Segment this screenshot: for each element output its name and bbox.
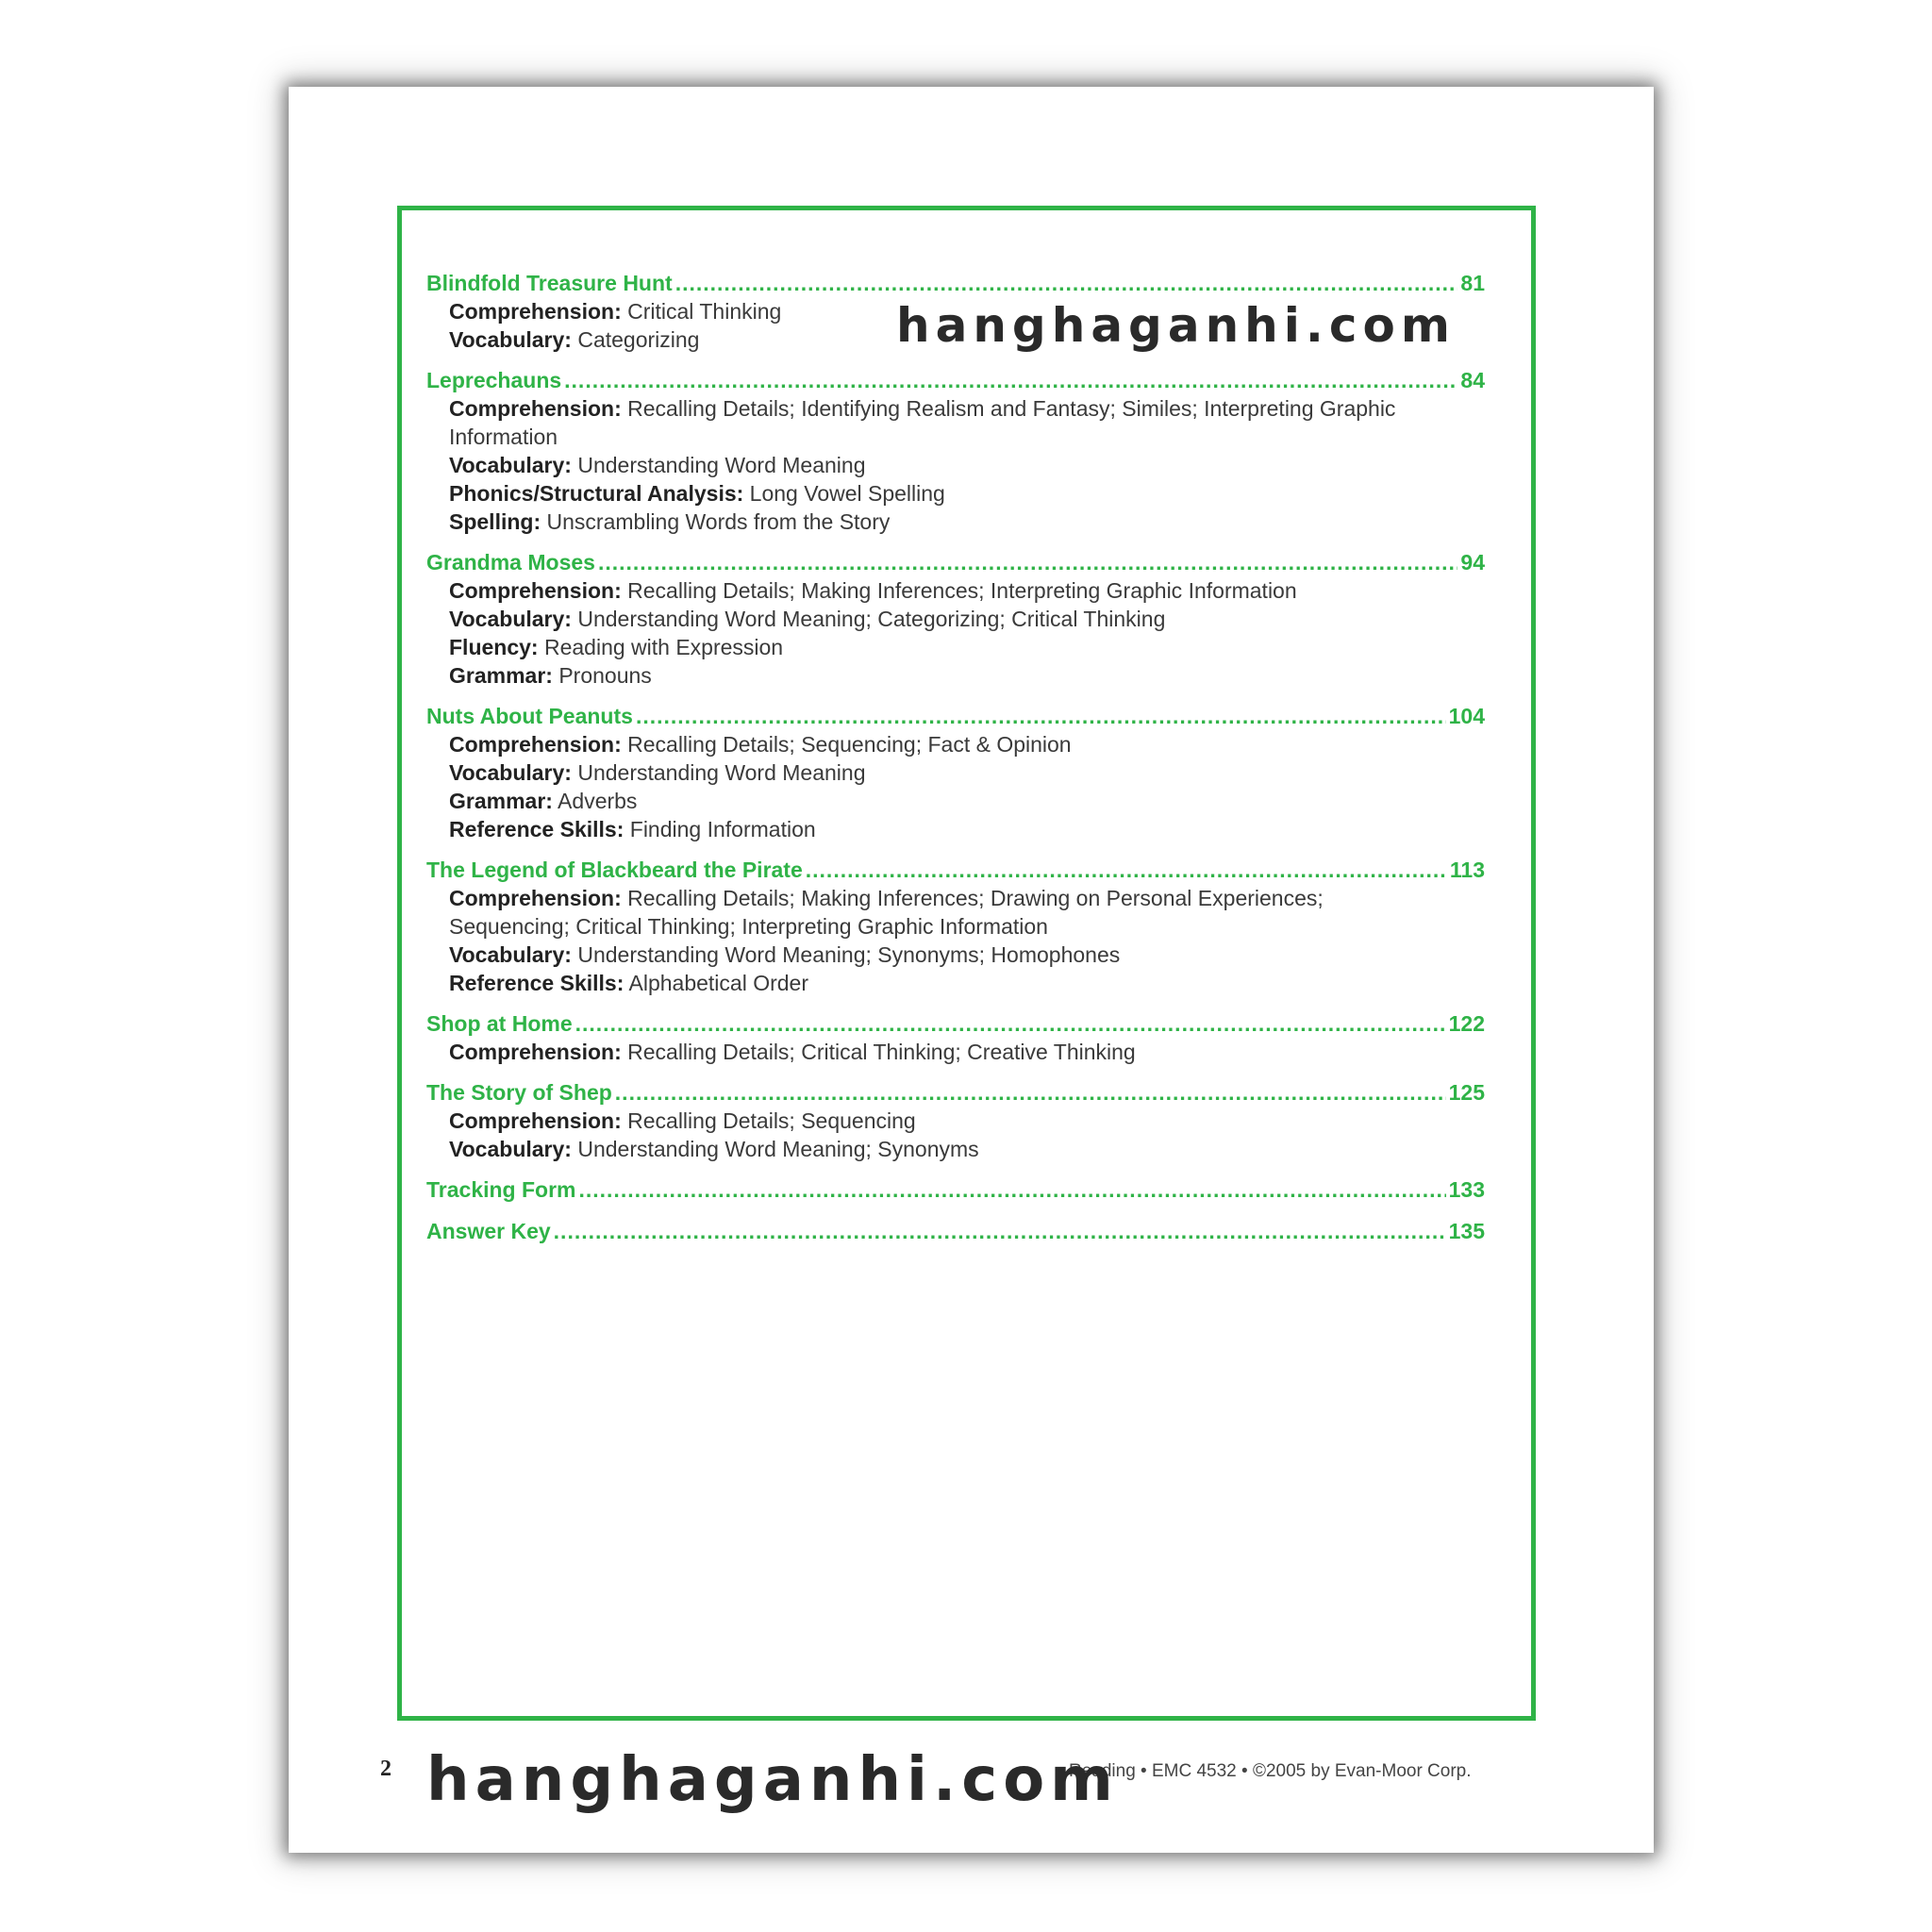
- skill-label: Vocabulary:: [449, 1137, 572, 1161]
- toc-entry-title: Tracking Form: [426, 1177, 576, 1202]
- toc-entry-page-number: 125: [1448, 1080, 1485, 1105]
- toc-entry-page-number: 133: [1448, 1177, 1485, 1202]
- skill-label: Spelling:: [449, 509, 541, 534]
- toc-entry-title-row: [426, 856, 1485, 884]
- skill-label: Vocabulary:: [449, 327, 572, 352]
- table-of-contents: [426, 269, 1485, 1258]
- skill-line: [426, 969, 1449, 997]
- skill-text: Understanding Word Meaning; Synonyms; Homophones: [571, 942, 1121, 967]
- skill-line: [426, 730, 1449, 758]
- dot-leader: [554, 1217, 1446, 1245]
- dot-leader: [806, 856, 1447, 884]
- skill-label: Grammar:: [449, 789, 553, 813]
- dot-leader: [578, 1175, 1445, 1204]
- dot-leader: [675, 269, 1458, 297]
- skill-line: [426, 508, 1449, 536]
- skill-label: Fluency:: [449, 635, 539, 659]
- skill-text: Understanding Word Meaning; Synonyms: [571, 1137, 979, 1161]
- skill-line: [426, 479, 1449, 508]
- skill-line: [426, 1038, 1449, 1066]
- skill-text: Recalling Details; Sequencing; Fact & Opinion: [621, 732, 1072, 757]
- skill-line: [426, 633, 1449, 661]
- skill-text: Recalling Details; Critical Thinking; Creative Thinking: [621, 1040, 1136, 1064]
- skill-line: [426, 815, 1449, 843]
- toc-entry-page-number: 122: [1448, 1011, 1485, 1036]
- skill-text: Adverbs: [552, 789, 638, 813]
- skill-label: Grammar:: [449, 663, 553, 688]
- toc-entry-title-row: [426, 548, 1485, 576]
- toc-entry-title: The Story of Shep: [426, 1080, 612, 1105]
- toc-entry-page-number: 84: [1460, 368, 1485, 392]
- skill-label: Reference Skills:: [449, 971, 625, 995]
- toc-entry-title-row: [426, 366, 1485, 394]
- toc-entry-title: Blindfold Treasure Hunt: [426, 271, 673, 295]
- skill-text: Recalling Details; Making Inferences; Drawing on Personal Experiences; Sequencing; Critical Thinking; Interpreting Graphic Information: [449, 886, 1324, 939]
- toc-entry-title-row: [426, 1009, 1485, 1038]
- skill-text: Understanding Word Meaning: [571, 760, 866, 785]
- skill-text: Finding Information: [624, 817, 816, 841]
- skill-label: Comprehension:: [449, 886, 622, 910]
- toc-entry-page-number: 94: [1460, 550, 1485, 575]
- skill-line: [426, 394, 1449, 451]
- skill-label: Comprehension:: [449, 732, 622, 757]
- skill-text: Long Vowel Spelling: [743, 481, 945, 506]
- skill-text: Pronouns: [552, 663, 652, 688]
- toc-entry-title: The Legend of Blackbeard the Pirate: [426, 858, 803, 882]
- watermark-bottom: hanghaganhi.com: [426, 1745, 1119, 1815]
- skill-label: Comprehension:: [449, 1108, 622, 1133]
- skill-label: Comprehension:: [449, 299, 622, 324]
- skill-label: Vocabulary:: [449, 607, 572, 631]
- toc-entry-page-number: 135: [1448, 1219, 1485, 1243]
- toc-entry: [426, 1078, 1485, 1163]
- skill-label: Comprehension:: [449, 578, 622, 603]
- toc-entry: [426, 856, 1485, 997]
- watermark-top: hanghaganhi.com: [896, 298, 1457, 353]
- skill-text: Alphabetical Order: [624, 971, 808, 995]
- toc-entry-page-number: 104: [1448, 704, 1485, 728]
- skill-text: Reading with Expression: [538, 635, 784, 659]
- toc-entry-title-row: [426, 1175, 1485, 1204]
- skill-line: [426, 1135, 1449, 1163]
- skill-label: Reference Skills:: [449, 817, 625, 841]
- skill-line: [426, 576, 1449, 605]
- footer-credit: Reading • EMC 4532 • ©2005 by Evan-Moor Corp.: [1069, 1761, 1472, 1781]
- skill-line: [426, 605, 1449, 633]
- toc-entry-title: Grandma Moses: [426, 550, 595, 575]
- skill-text: Understanding Word Meaning: [571, 453, 866, 477]
- skill-text: Unscrambling Words from the Story: [541, 509, 891, 534]
- toc-entry-title-row: [426, 1217, 1485, 1245]
- skill-line: [426, 884, 1449, 941]
- skill-line: [426, 787, 1449, 815]
- toc-entry: [426, 1175, 1485, 1204]
- toc-entry-title: Leprechauns: [426, 368, 562, 392]
- skill-text: Categorizing: [571, 327, 700, 352]
- skill-line: [426, 661, 1449, 690]
- skill-label: Vocabulary:: [449, 760, 572, 785]
- toc-entry-page-number: 81: [1460, 271, 1485, 295]
- toc-entry-title-row: [426, 1078, 1485, 1107]
- dot-leader: [636, 702, 1446, 730]
- skill-line: [426, 758, 1449, 787]
- toc-entry-title-row: [426, 269, 1485, 297]
- toc-entry: [426, 702, 1485, 843]
- skill-line: [426, 451, 1449, 479]
- toc-entry-title: Answer Key: [426, 1219, 551, 1243]
- skill-label: Comprehension:: [449, 1040, 622, 1064]
- toc-entry-title: Nuts About Peanuts: [426, 704, 633, 728]
- dot-leader: [615, 1078, 1446, 1107]
- skill-text: Understanding Word Meaning; Categorizing; Critical Thinking: [571, 607, 1166, 631]
- skill-text: Recalling Details; Identifying Realism and Fantasy; Similes; Interpreting Graphic Information: [449, 396, 1396, 449]
- toc-entry: [426, 1217, 1485, 1245]
- dot-leader: [598, 548, 1457, 576]
- skill-line: [426, 941, 1449, 969]
- skill-line: [426, 1107, 1449, 1135]
- skill-text: Critical Thinking: [621, 299, 782, 324]
- skill-text: Recalling Details; Sequencing: [621, 1108, 916, 1133]
- toc-entry-title-row: [426, 702, 1485, 730]
- skill-label: Vocabulary:: [449, 942, 572, 967]
- skill-label: Vocabulary:: [449, 453, 572, 477]
- toc-entry: [426, 548, 1485, 690]
- dot-leader: [575, 1009, 1446, 1038]
- toc-entry: [426, 1009, 1485, 1066]
- toc-entry-page-number: 113: [1449, 858, 1485, 882]
- toc-entry-title: Shop at Home: [426, 1011, 573, 1036]
- skill-label: Comprehension:: [449, 396, 622, 421]
- page-number: 2: [380, 1757, 391, 1781]
- skill-label: Phonics/Structural Analysis:: [449, 481, 744, 506]
- dot-leader: [564, 366, 1457, 394]
- skill-text: Recalling Details; Making Inferences; Interpreting Graphic Information: [621, 578, 1297, 603]
- toc-entry: [426, 366, 1485, 536]
